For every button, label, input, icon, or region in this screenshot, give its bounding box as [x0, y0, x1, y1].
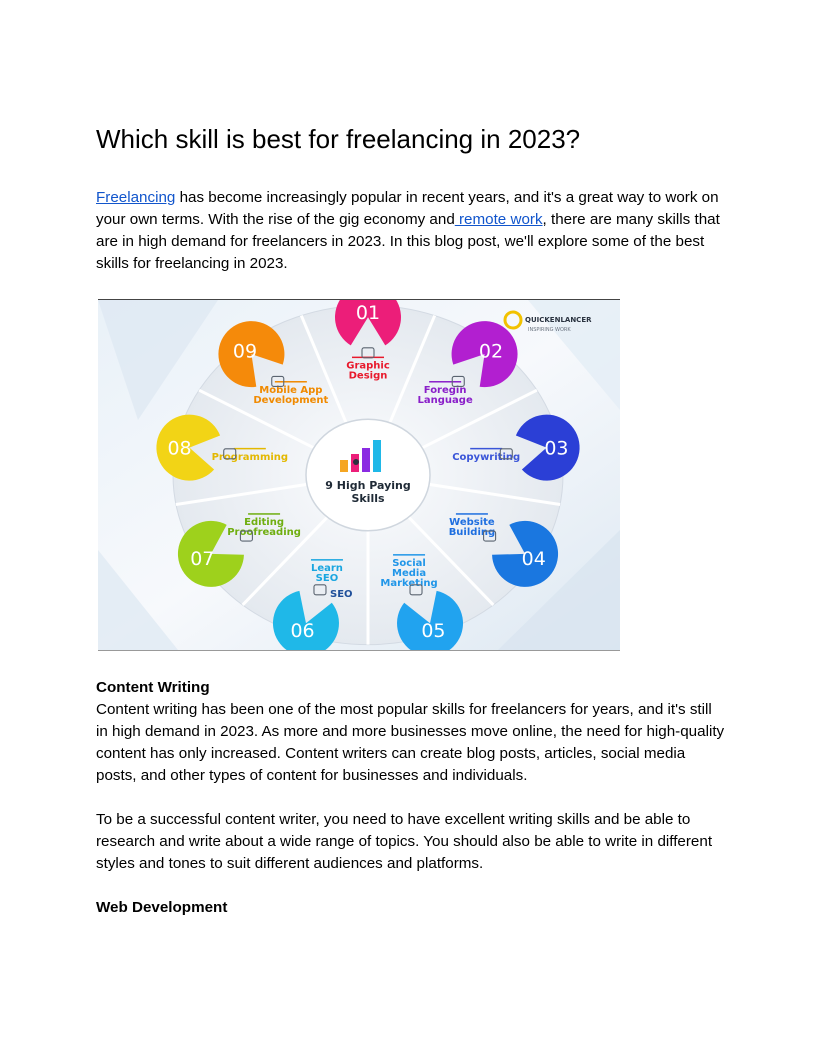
- skill-accent-bar: [234, 448, 266, 450]
- skill-label: Graphic: [346, 360, 390, 372]
- skill-number-01: 01: [355, 302, 381, 325]
- skill-label: Development: [253, 395, 329, 407]
- skill-accent-bar: [429, 381, 461, 383]
- skill-accent-bar: [456, 513, 488, 515]
- skill-label: Social: [392, 558, 426, 570]
- skill-number-08: 08: [167, 437, 192, 460]
- skill-number-05: 05: [421, 619, 446, 642]
- skill-label: Media: [392, 568, 427, 580]
- logo-brand: QUICKENLANCER: [525, 316, 592, 324]
- skill-label: Building: [448, 527, 496, 539]
- intro-text-2: , there are many skills that are in high demand for freelancers in 2023. In this blog post, we'll explore some of the best skills for freelancing in 2023.: [96, 211, 720, 272]
- center-hub: [306, 419, 430, 531]
- center-bar-chart-icon: [362, 448, 370, 472]
- freelancing-link[interactable]: Freelancing: [96, 189, 176, 206]
- skill-number-07: 07: [190, 547, 215, 570]
- skill-number-03: 03: [544, 437, 569, 460]
- center-bar-chart-icon: [373, 440, 381, 472]
- skill-number-04: 04: [521, 547, 546, 570]
- content-writing-paragraph-2: To be a successful content writer, you need to have excellent writing skills and be able to research and write about a wide range of topics. You should also be able to write in different styles and tones to suit different audiences and platforms.: [96, 811, 713, 872]
- remote-work-link[interactable]: remote work: [454, 211, 543, 228]
- logo-tagline: INSPIRING WORK: [528, 327, 571, 333]
- seo-icon-label: SEO: [330, 589, 353, 600]
- skill-label: Editing: [244, 517, 285, 529]
- skill-accent-bar: [275, 381, 307, 383]
- skill-label: Programming: [211, 451, 289, 463]
- skills-infographic: [98, 299, 620, 651]
- skill-label: SEO: [315, 573, 339, 585]
- intro-text-1: has become increasingly popular in recent years, and it's a great way to work on your own terms. With the rise of the gig economy and: [96, 189, 719, 228]
- skill-label: Mobile App: [259, 385, 323, 397]
- content-writing-paragraph-1: Content writing has been one of the most popular skills for freelancers for years, and it's still in high demand in 2023. As more and more businesses move online, the need for high-quality content has only increased. Content writers can create blog posts, articles, social media posts, and other types of content for businesses and individuals.: [96, 701, 725, 784]
- content-writing-heading: Content Writing: [96, 679, 210, 696]
- skill-number-09: 09: [232, 340, 258, 363]
- skill-accent-bar: [248, 513, 280, 515]
- center-person-icon: [353, 459, 359, 465]
- center-title-line-1: 9 High Paying: [325, 479, 411, 492]
- skill-label: Foregin: [423, 385, 467, 397]
- skill-accent-bar: [470, 448, 502, 450]
- skill-accent-bar: [311, 559, 343, 561]
- center-title-line-2: Skills: [351, 492, 385, 505]
- skill-label: Copywriting: [452, 451, 521, 463]
- web-development-heading: Web Development: [96, 899, 228, 916]
- skill-accent-bar: [393, 554, 425, 556]
- skill-number-06: 06: [290, 619, 315, 642]
- skill-label: Design: [348, 370, 388, 382]
- skill-label: Learn: [310, 563, 343, 575]
- skill-number-02: 02: [478, 340, 504, 363]
- skill-label: Marketing: [380, 578, 438, 590]
- skill-label: Website: [449, 517, 495, 529]
- skill-label: Language: [417, 395, 473, 407]
- intro-paragraph: [96, 187, 726, 275]
- page-title: Which skill is best for freelancing in 2023?: [96, 124, 581, 154]
- skill-label: Proofreading: [227, 527, 301, 539]
- center-bar-chart-icon: [340, 460, 348, 472]
